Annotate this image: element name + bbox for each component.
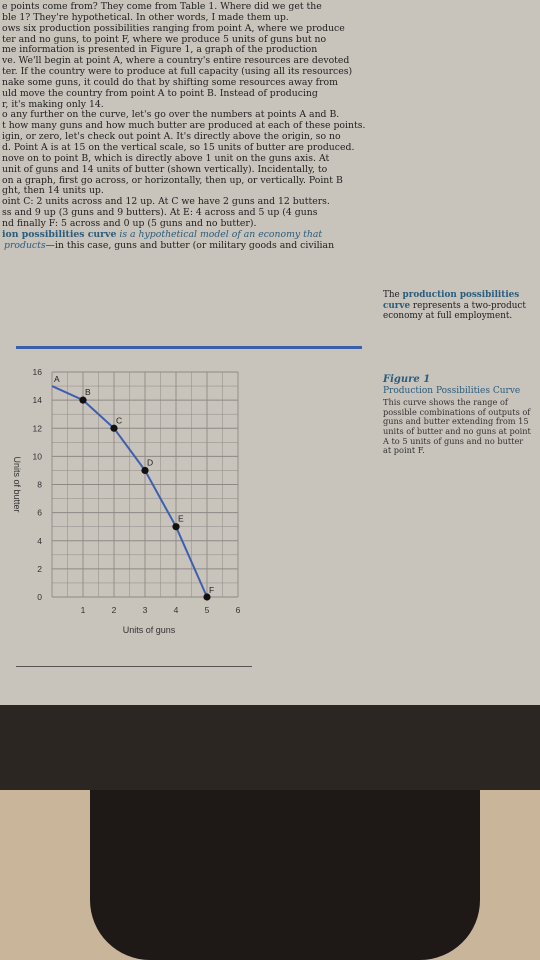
body-line: o any further on the curve, let's go over the numbers at points A and B. — [2, 110, 340, 121]
definition-term: ion possibilities curve — [2, 229, 117, 240]
point-label-c: C — [116, 415, 123, 426]
body-line: nake some guns, it could do that by shifting some resources away from — [2, 77, 338, 88]
x-tick-label: 2 — [111, 605, 117, 615]
body-line: me information is presented in Figure 1, a graph of the production — [2, 45, 318, 56]
page-shadow-area — [0, 705, 540, 790]
y-tick-label: 6 — [37, 507, 42, 518]
margin-definition-text: represents a two-product economy at full employment. — [383, 300, 526, 322]
x-tick-label: 1 — [80, 605, 86, 615]
point-label-b: B — [85, 387, 91, 398]
body-line: on a graph, first go across, or horizontally, then up, or vertically. Point B — [2, 175, 343, 186]
definition-rest: —in this case, guns and butter (or military goods and civilian — [45, 240, 335, 251]
point-label-a: A — [54, 374, 60, 385]
body-line: ble 1? They're hypothetical. In other words, I made them up. — [2, 12, 289, 23]
body-line: ght, then 14 units up. — [2, 186, 104, 197]
body-line: ter. If the country were to produce at full capacity (using all its resources) — [2, 67, 353, 78]
body-line: r, it's making only 14. — [2, 99, 104, 110]
background-shadow — [90, 790, 480, 960]
y-tick-label: 8 — [37, 479, 42, 490]
body-line: ows six production possibilities ranging from point A, where we produce — [2, 23, 345, 34]
figure-title: Production Possibilities Curve — [383, 385, 521, 396]
y-tick-label: 12 — [32, 423, 42, 434]
figure-description: This curve shows the range of possible combinations of outputs of guns and butter extending from 15 units of butter and no guns at point A to 5 units of guns and no butter at point F. — [383, 397, 531, 456]
x-tick-label: 5 — [204, 605, 210, 615]
body-line: unit of guns and 14 units of butter (shown vertically). Incidentally, to — [2, 164, 328, 175]
figure-caption — [383, 375, 533, 456]
body-text — [0, 2, 372, 251]
body-line: ve. We'll begin at point A, where a country's entire resources are devoted — [2, 56, 350, 67]
figure-bottom-rule — [16, 666, 252, 667]
definition-line-2 — [0, 241, 372, 252]
body-line: uld move the country from point A to point B. Instead of producing — [2, 88, 318, 99]
y-axis-label: Units of butter — [12, 456, 22, 513]
definition-products: products — [4, 240, 46, 251]
body-line: ter and no guns, to point F, where we produce 5 units of guns but no — [2, 34, 327, 45]
definition-text: is a hypothetical model of an economy that — [119, 229, 323, 240]
body-line: e points come from? They come from Table 1. Where did we get the — [2, 2, 322, 12]
body-line: ss and 9 up (3 guns and 9 butters). At E: 4 across and 5 up (4 guns — [2, 208, 318, 219]
x-tick-label: 6 — [235, 605, 241, 615]
y-tick-label: 16 — [32, 367, 42, 377]
x-axis-label: Units of guns — [122, 625, 176, 635]
data-point-b — [79, 397, 86, 404]
y-tick-label: 4 — [37, 535, 42, 546]
point-label-e: E — [178, 513, 184, 524]
point-label-d: D — [147, 457, 154, 468]
body-line: d. Point A is at 15 on the vertical scale, so 15 units of butter are produced. — [2, 142, 355, 153]
point-label-f: F — [209, 585, 215, 595]
definition-line-1 — [0, 230, 372, 241]
y-tick-label: 10 — [32, 451, 42, 462]
x-tick-label: 3 — [142, 605, 148, 615]
figure-label: Figure 1 — [383, 374, 431, 385]
data-point-c — [110, 425, 117, 432]
margin-definition-term: production possibilities curve — [383, 290, 520, 311]
body-line: igin, or zero, let's check out point A. It's directly above the origin, so no — [2, 132, 341, 143]
body-line: nd finally F: 5 across and 0 up (5 guns and no butter). — [2, 218, 257, 229]
y-tick-label: 2 — [37, 563, 42, 574]
margin-definition — [383, 290, 533, 322]
data-point-d — [141, 467, 148, 474]
body-line: t how many guns and how much butter are produced at each of these points. — [2, 121, 366, 132]
figure-top-rule — [16, 346, 362, 349]
x-tick-label: 4 — [173, 605, 179, 615]
body-line: nove on to point B, which is directly above 1 unit on the guns axis. At — [2, 153, 330, 164]
ppc-chart — [0, 355, 380, 667]
body-line: oint C: 2 units across and 12 up. At C we have 2 guns and 12 butters. — [2, 197, 330, 208]
data-point-e — [172, 523, 179, 530]
y-tick-label: 14 — [32, 395, 42, 406]
y-tick-label: 0 — [37, 592, 42, 602]
margin-definition-prefix: The — [383, 290, 400, 300]
